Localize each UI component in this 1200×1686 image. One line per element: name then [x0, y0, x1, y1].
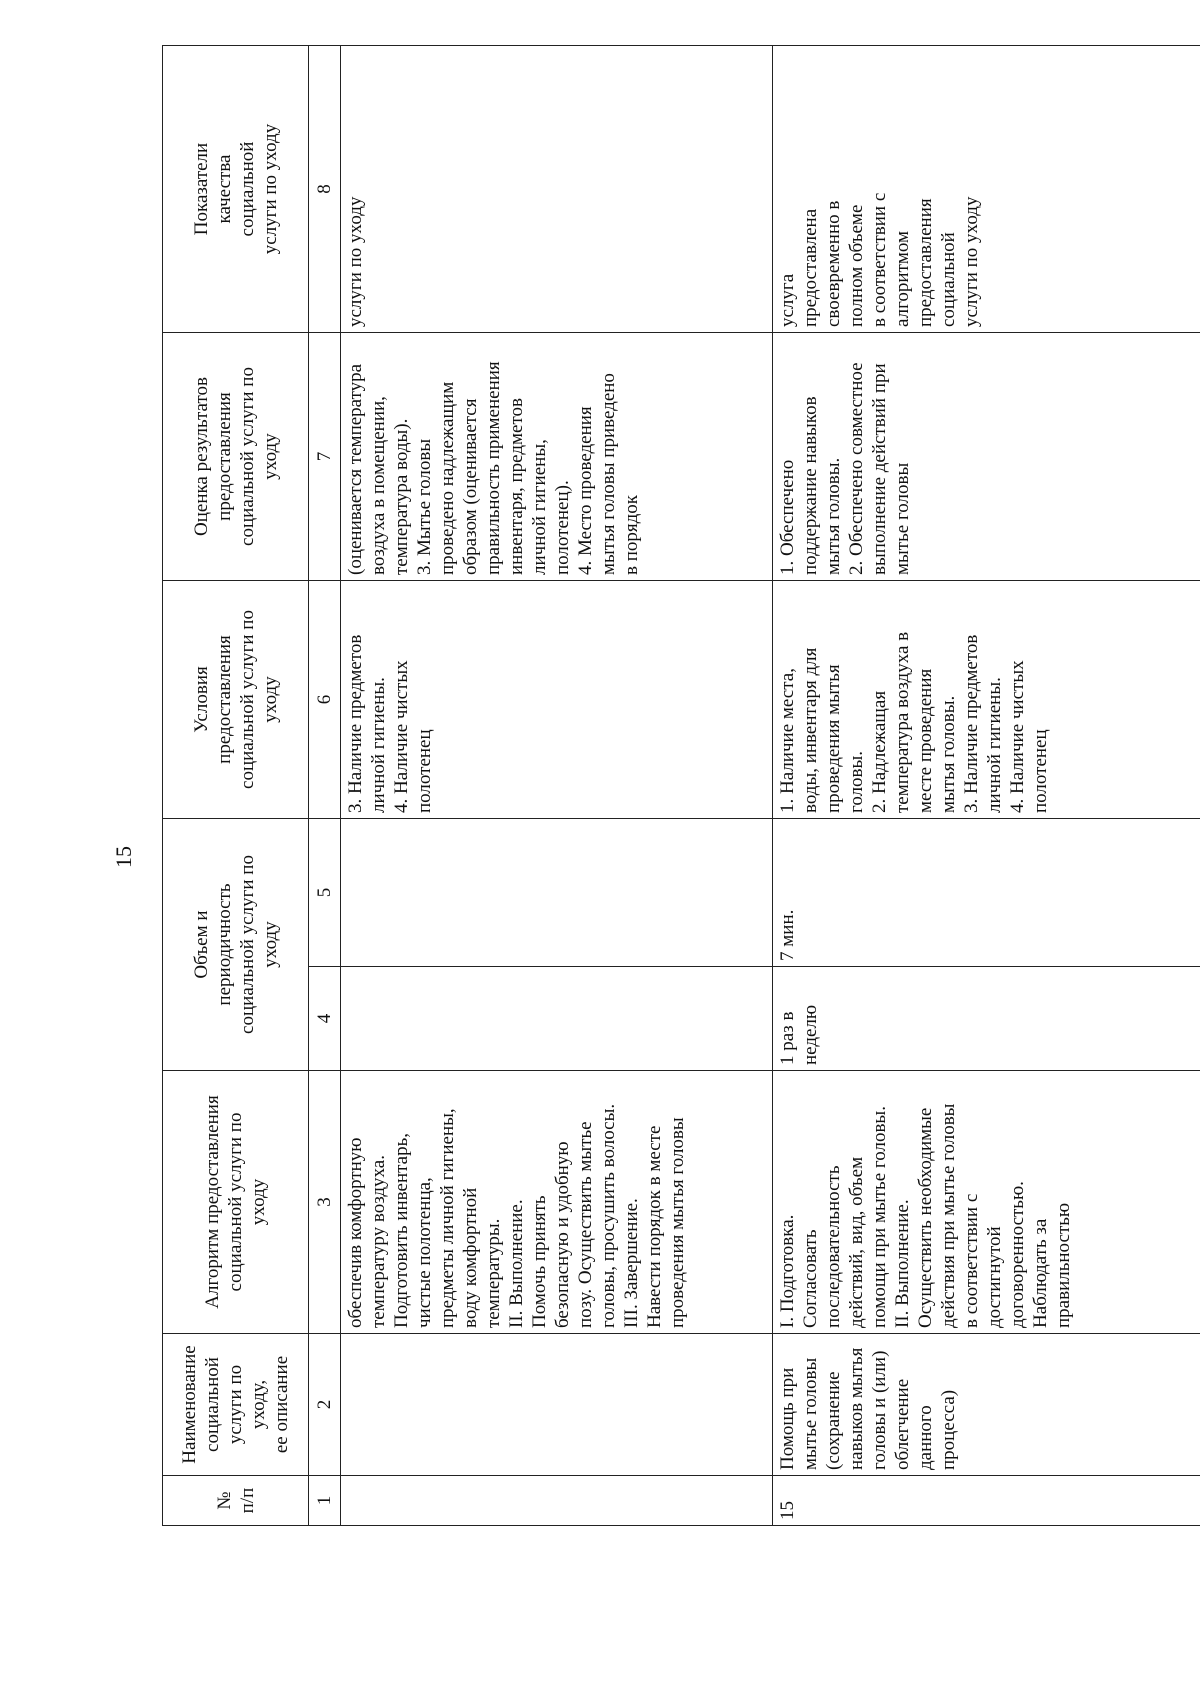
- rotated-table-area: [162, 46, 1200, 1526]
- cell-conditions: 1. Наличие места, воды, инвентаря для проведения мытья головы. 2. Надлежащая температура воздуха в месте проведения мытья головы. 3. Наличие предметов личной гигиены. 4. Наличие чистых полотенец: [773, 581, 1200, 819]
- column-number: 8: [309, 46, 341, 333]
- column-number: 6: [309, 581, 341, 819]
- header-evaluation: Оценка результатов предоставления социальной услуги по уходу: [163, 333, 309, 581]
- column-number: 7: [309, 333, 341, 581]
- header-algorithm: Алгоритм предоставления социальной услуги по уходу: [163, 1071, 309, 1334]
- column-number: 5: [309, 819, 341, 967]
- cell-evaluation: (оценивается температура воздуха в помещении, температура воды). 3. Мытье головы проведено надлежащим образом (оценивается правильность применения инвентаря, предметов личной гигиены, полотенец). 4. Место проведения мытья головы приведено в порядок: [341, 333, 773, 581]
- cell-name: Помощь при мытье головы (сохранение навыков мытья головы и (или) облегчение данного процесса): [773, 1334, 1200, 1476]
- cell-name: [341, 1334, 773, 1476]
- cell-volume: [341, 967, 773, 1071]
- cell-quality: услуга предоставлена своевременно в полном объеме в соответствии с алгоритмом предоставления социальной услуги по уходу: [773, 46, 1200, 333]
- cell-algorithm: I. Подготовка. Согласовать последовательность действий, вид, объем помощи при мытье головы. II. Выполнение. Осуществить необходимые действия при мытье головы в соответствии с достигнутой договоренностью. Наблюдать за правильностью: [773, 1071, 1200, 1334]
- header-row: [163, 46, 309, 1526]
- column-number: 4: [309, 967, 341, 1071]
- column-number: 2: [309, 1334, 341, 1476]
- cell-volume: 1 раз в неделю: [773, 967, 1200, 1071]
- cell-conditions: 3. Наличие предметов личной гигиены. 4. Наличие чистых полотенец: [341, 581, 773, 819]
- header-num: № п/п: [163, 1476, 309, 1526]
- header-volume: Объем и периодичность социальной услуги по уходу: [163, 819, 309, 1071]
- cell-quality: услуги по уходу: [341, 46, 773, 333]
- column-number: 1: [309, 1476, 341, 1526]
- table-row: [773, 46, 1200, 1526]
- cell-algorithm: обеспечив комфортную температуру воздуха. Подготовить инвентарь, чистые полотенца, предметы личной гигиены, воду комфортной температуры. II. Выполнение. Помочь принять безопасную и удобную позу. Осуществить мытье головы, просушить волосы. III. Завершение. Навести порядок в месте проведения мытья головы: [341, 1071, 773, 1334]
- table-row: [341, 46, 773, 1526]
- cell-num: [341, 1476, 773, 1526]
- column-number-row: [309, 46, 341, 1526]
- cell-evaluation: 1. Обеспечено поддержание навыков мытья головы. 2. Обеспечено совместное выполнение действий при мытье головы: [773, 333, 1200, 581]
- header-quality: Показатели качества социальной услуги по уходу: [163, 46, 309, 333]
- page-number: 15: [111, 846, 136, 868]
- column-number: 3: [309, 1071, 341, 1334]
- header-conditions: Условия предоставления социальной услуги по уходу: [163, 581, 309, 819]
- cell-num: 15: [773, 1476, 1200, 1526]
- cell-frequency: 7 мин.: [773, 819, 1200, 967]
- header-name: Наименование социальной услуги по уходу, ее описание: [163, 1334, 309, 1476]
- cell-frequency: [341, 819, 773, 967]
- services-table: [162, 45, 1200, 1526]
